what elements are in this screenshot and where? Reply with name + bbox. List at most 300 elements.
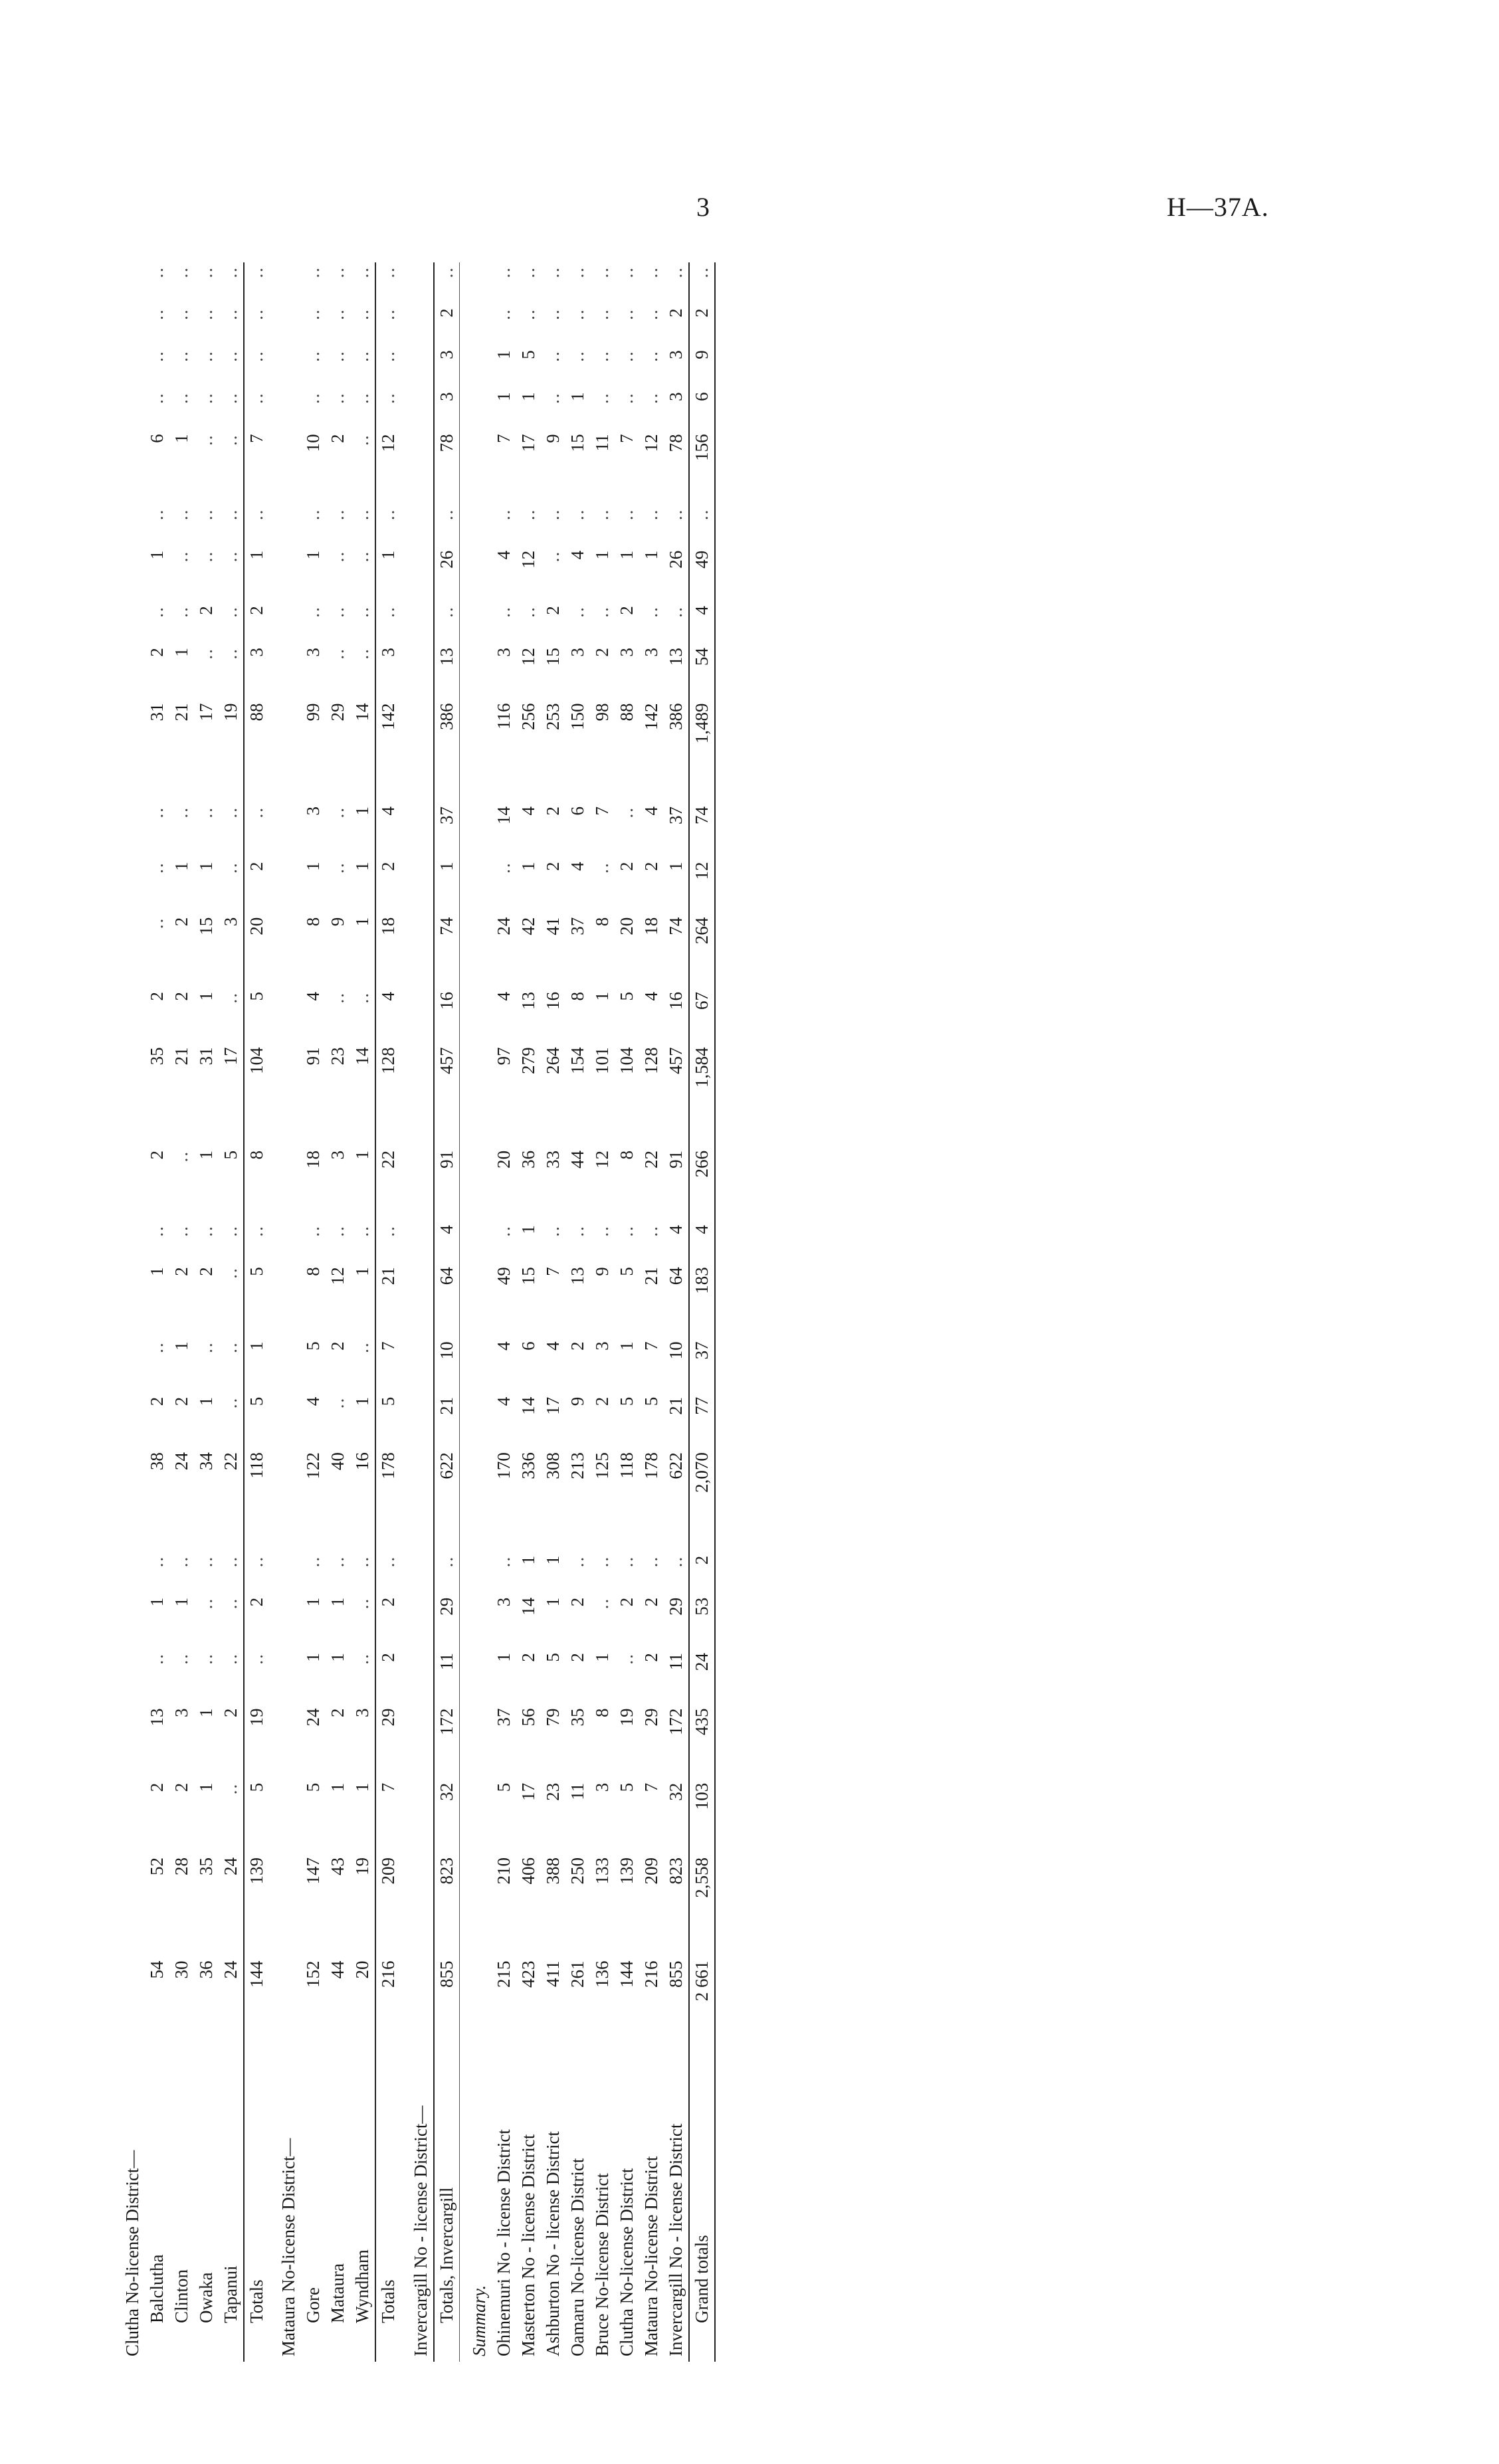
table-cell [269,1649,301,1704]
table-cell: .. [616,1653,637,1665]
table-cell: .. [542,350,563,362]
table-cell: 3 [434,346,460,388]
table-cell [459,988,492,1043]
table-cell: 37 [493,1708,514,1727]
table-cell: .. [689,505,715,547]
table-cell [459,1448,492,1552]
table-cell: .. [591,508,612,521]
table-cell: 2 [147,1396,167,1406]
table-cell: .. [641,1225,661,1237]
table-cell: 4 [641,806,661,816]
row-label [541,2060,565,2362]
table-cell: .. [493,308,514,320]
table-cell [113,1221,145,1263]
table-cell: .. [196,508,217,521]
table-cell: 14 [493,806,514,825]
table-cell: 6 [567,806,587,816]
table-cell [113,505,145,547]
table-cell: 2 [665,308,686,318]
table-cell: 3 [244,644,269,699]
row-label [113,2060,145,2362]
row-label [516,2060,541,2362]
table-cell: 21 [641,1267,661,1285]
table-cell [113,1147,145,1221]
table-cell: 4 [518,806,538,816]
table-row [350,262,375,2362]
table-cell [459,803,492,858]
table-cell: 33 [542,1150,563,1169]
table-cell: 8 [303,917,324,927]
table-cell: 44 [567,1150,587,1169]
table-cell [459,858,492,913]
table-cell [269,505,301,547]
table-cell: 144 [244,1956,269,2060]
table-cell: 74 [434,913,460,988]
table-cell: .. [567,266,587,278]
table-cell: .. [493,1555,514,1568]
table-cell: 2 [328,434,348,443]
table-cell: 3 [591,1341,612,1351]
table-cell: 4 [493,992,514,1001]
table-cell [459,913,492,988]
table-cell: .. [221,648,241,660]
row-label [169,2060,194,2362]
table-cell: .. [221,992,241,1004]
table-cell: .. [196,392,217,404]
table-cell: .. [328,1396,348,1409]
table-cell: .. [244,388,269,430]
summary-row [516,262,541,2362]
table-cell: .. [196,308,217,320]
row-label-text: Oamaru No-license District [567,2158,587,2356]
table-cell [401,1393,434,1448]
table-cell: 2 [171,1396,192,1406]
table-cell: .. [147,350,167,362]
table-cell [459,1043,492,1147]
table-cell: 49 [689,547,715,602]
table-cell [459,346,492,388]
table-cell: 22 [221,1452,241,1471]
table-cell: 142 [375,700,401,803]
table-cell [269,700,301,803]
table-cell: 6 [147,434,167,443]
table-cell: .. [665,266,686,278]
table-cell: 29 [434,1594,460,1649]
table-cell [401,644,434,699]
table-cell [269,1263,301,1337]
table-cell [113,346,145,388]
table-cell: 1 [196,1150,217,1160]
table-cell: 9 [328,917,348,927]
table-cell: 261 [567,1960,587,1988]
table-cell: 1 [303,550,324,560]
table-cell [113,304,145,346]
table-cell: 1 [352,1150,373,1160]
table-cell: 5 [616,992,637,1001]
table-cell: 1 [352,1396,373,1406]
table-cell: .. [244,1552,269,1594]
row-label-text: Tapanui [221,2265,241,2323]
table-cell: 2 [689,304,715,346]
table-body [113,262,715,2362]
table-cell: 1 [493,350,514,359]
table-cell: 4 [689,602,715,644]
table-cell: 3 [352,1708,373,1717]
table-cell: 1 [244,1337,269,1392]
table-cell: 1 [171,434,192,443]
table-cell: 1 [591,1653,612,1662]
table-cell: 1 [196,992,217,1001]
table-cell: .. [352,508,373,521]
table-cell: .. [352,1341,373,1353]
table-cell: .. [244,1649,269,1704]
table-cell: 2 [147,648,167,657]
table-cell: 178 [641,1452,661,1479]
table-cell [269,913,301,988]
table-cell: 24 [171,1452,192,1471]
table-cell: .. [352,392,373,404]
table-cell [269,346,301,388]
table-cell: 2 [616,1597,637,1607]
table-cell: .. [196,434,217,446]
table-cell: .. [147,806,167,818]
table-cell [113,1649,145,1704]
table-cell: 209 [375,1853,401,1957]
table-cell: 1 [493,1653,514,1662]
summary-row [664,262,689,2362]
table-cell: 5 [244,1263,269,1337]
table-cell: 388 [542,1857,563,1885]
table-cell: 9 [567,1396,587,1406]
table-cell: 12 [689,858,715,913]
table-cell: 215 [493,1960,514,1988]
table-cell: .. [591,392,612,404]
row-label-text: Grand totals [692,2235,712,2323]
table-cell: .. [328,266,348,278]
table-cell: .. [567,350,587,362]
summary-heading-row [459,262,492,2362]
table-cell: 2 [147,992,167,1001]
table-cell: 256 [518,703,538,730]
table-cell: 2 [591,1396,612,1406]
table-cell: 1 [567,392,587,401]
table-cell: .. [196,550,217,563]
table-cell: .. [244,346,269,388]
table-cell: .. [591,266,612,278]
table-cell: .. [221,350,241,362]
table-cell [459,547,492,602]
table-cell: .. [591,308,612,320]
table-cell: 4 [434,1221,460,1263]
table-cell: .. [171,1150,192,1163]
table-cell: 3 [641,648,661,657]
table-cell: .. [616,508,637,521]
table-cell [113,1393,145,1448]
table-cell: 31 [196,1047,217,1066]
table-cell [401,1779,434,1853]
table-cell [269,1337,301,1392]
table-cell [401,505,434,547]
table-cell: .. [375,262,401,304]
totals-row [244,262,269,2362]
table-cell: 2,070 [689,1448,715,1552]
table-cell: .. [567,1555,587,1568]
table-cell: 19 [221,703,241,721]
table-cell: 136 [591,1960,612,1988]
table-cell: 97 [493,1047,514,1066]
table-cell: 210 [493,1857,514,1885]
table-cell [459,304,492,346]
table-cell: 147 [303,1857,324,1885]
table-cell: 3 [665,392,686,401]
table-cell: .. [328,308,348,320]
grand-totals-row [689,262,715,2362]
table-cell: 44 [328,1960,348,1979]
section-heading-row [269,262,301,2362]
table-cell: 8 [567,992,587,1001]
table-cell: 1 [352,917,373,927]
table-cell: 17 [542,1396,563,1415]
table-cell: .. [328,350,348,362]
table-cell: .. [641,1555,661,1568]
table-cell: .. [352,1597,373,1610]
table-cell: 2 [171,917,192,927]
table-cell: .. [328,508,348,521]
table-cell [401,913,434,988]
table-cell [113,1853,145,1957]
table-cell: .. [244,304,269,346]
table-cell [459,1552,492,1594]
table-cell: 264 [689,913,715,988]
table-cell: 9 [591,1267,612,1276]
table-cell: .. [591,1555,612,1568]
table-cell [269,1448,301,1552]
table-cell: .. [196,1653,217,1665]
table-cell: 91 [665,1150,686,1169]
table-cell: 1 [196,1396,217,1406]
table-cell: 128 [641,1047,661,1074]
table-cell: 11 [567,1782,587,1800]
table-cell: 2 [171,1782,192,1792]
table-cell: 10 [434,1337,460,1392]
table-cell: 49 [493,1267,514,1285]
table-cell [459,505,492,547]
table-cell: 3 [171,1708,192,1717]
page-reference: H—37A. [1167,192,1269,222]
table-cell: 37 [665,806,686,825]
table-cell: 1 [641,550,661,560]
table-cell: 21 [171,703,192,721]
table-cell: 622 [434,1448,460,1552]
row-label [269,2060,301,2362]
table-cell: .. [221,1341,241,1353]
table-cell: 17 [221,1047,241,1066]
table-cell: 7 [375,1779,401,1853]
row-label-text: Clutha No-license District [616,2168,637,2356]
table-cell [113,1448,145,1552]
table-cell: .. [147,862,167,874]
table-cell [113,1779,145,1853]
table-cell: 31 [147,703,167,721]
table-cell: 36 [196,1960,217,1979]
row-label-text: Mataura [328,2263,348,2323]
table-cell [269,803,301,858]
table-cell: 2 [542,606,563,615]
table-cell: 336 [518,1452,538,1479]
table-cell [401,1649,434,1704]
table-cell [401,430,434,504]
table-cell: 14 [352,1047,373,1066]
table-cell [113,858,145,913]
table-cell [459,700,492,803]
table-cell: 4 [303,992,324,1001]
table-cell: 1 [303,1597,324,1607]
summary-row [541,262,565,2362]
row-label-text: Totals, Invercargill [436,2187,456,2323]
table-cell: 14 [518,1396,538,1415]
summary-row [615,262,639,2362]
row-label [434,2060,460,2362]
table-cell: 5 [542,1653,563,1662]
table-cell: 2 [375,1594,401,1649]
table-cell: 213 [567,1452,587,1479]
table-cell [459,1263,492,1337]
table-cell: 2 [567,1341,587,1351]
table-cell: 1 [375,547,401,602]
table-cell: .. [641,308,661,320]
table-cell: 22 [641,1150,661,1169]
table-cell: 5 [493,1782,514,1792]
table-cell: .. [221,392,241,404]
table-cell: 1 [591,550,612,560]
table-cell [401,1956,434,2060]
table-cell: 170 [493,1452,514,1479]
table-cell: 2 [375,858,401,913]
table-cell: 2 [328,1708,348,1717]
table-cell [113,547,145,602]
table-cell: 54 [147,1960,167,1979]
table-cell: 5 [375,1393,401,1448]
table-cell: .. [518,606,538,618]
table-cell: 29 [328,703,348,721]
table-cell: 24 [689,1649,715,1704]
table-cell: 6 [518,1341,538,1351]
table-cell: .. [352,992,373,1004]
table-cell: 12 [328,1267,348,1285]
table-cell: 144 [616,1960,637,1988]
table-cell: 4 [493,550,514,560]
table-cell [459,1956,492,2060]
table-cell [113,644,145,699]
table-cell: .. [641,606,661,618]
table-cell: 1 [147,1597,167,1607]
table-cell: 2 [221,1708,241,1717]
table-cell [269,1594,301,1649]
table-cell [269,388,301,430]
table-cell: .. [352,350,373,362]
table-cell: .. [147,1653,167,1665]
table-cell [401,304,434,346]
table-cell: .. [493,508,514,521]
table-cell: .. [196,806,217,818]
table-cell: .. [196,1597,217,1610]
table-cell: 1 [616,550,637,560]
table-cell [459,1779,492,1853]
table-cell: 7 [244,430,269,504]
table-cell: 1 [196,1782,217,1792]
table-cell: .. [518,266,538,278]
table-cell: .. [542,266,563,278]
table-cell [401,1594,434,1649]
table-cell [113,988,145,1043]
table-cell: .. [244,1221,269,1263]
table-cell: 28 [171,1857,192,1875]
table-cell: 264 [542,1047,563,1074]
row-label-text: Balclutha [147,2254,167,2323]
table-cell: .. [171,606,192,618]
table-cell: .. [616,1225,637,1237]
table-cell: .. [171,1555,192,1568]
table-cell: 67 [689,988,715,1043]
table-cell: 183 [689,1263,715,1337]
table-cell: 6 [689,388,715,430]
table-cell: 3 [328,1150,348,1160]
table-cell: .. [147,266,167,278]
table-cell: .. [591,350,612,362]
table-cell: .. [221,1653,241,1665]
row-label-text: Wyndham [352,2249,373,2323]
table-cell: .. [221,1225,241,1237]
row-label-text: Clutha No-license District— [122,2150,142,2356]
table-cell: 12 [518,648,538,666]
table-cell: 12 [641,434,661,452]
table-row [219,262,244,2362]
table-cell: .. [641,350,661,362]
table-cell: 9 [689,346,715,388]
table-cell: 56 [518,1708,538,1727]
row-label [350,2060,375,2362]
table-cell: .. [221,606,241,618]
table-cell [269,1705,301,1779]
row-label [244,2060,269,2362]
table-cell: .. [328,606,348,618]
table-cell: .. [434,262,460,304]
table-cell: .. [591,1225,612,1237]
table-cell: 22 [375,1147,401,1221]
table-cell: 24 [221,1960,241,1979]
table-cell: .. [147,606,167,618]
table-cell [269,1853,301,1957]
table-cell: 1,489 [689,700,715,803]
table-cell: .. [171,1225,192,1237]
table-cell: 9 [542,434,563,443]
table-row [301,262,326,2362]
table-cell: 40 [328,1452,348,1471]
table-cell: .. [303,1225,324,1237]
table-cell: 104 [244,1043,269,1147]
table-cell: 3 [567,648,587,657]
table-cell [401,1337,434,1392]
table-cell: 5 [244,1779,269,1853]
table-cell: 42 [518,917,538,935]
table-cell: .. [196,1341,217,1353]
table-cell: .. [196,350,217,362]
table-cell [401,346,434,388]
table-cell: .. [328,1225,348,1237]
table-cell: 435 [689,1705,715,1779]
table-cell: 2 [518,1653,538,1662]
table-cell: 250 [567,1857,587,1885]
